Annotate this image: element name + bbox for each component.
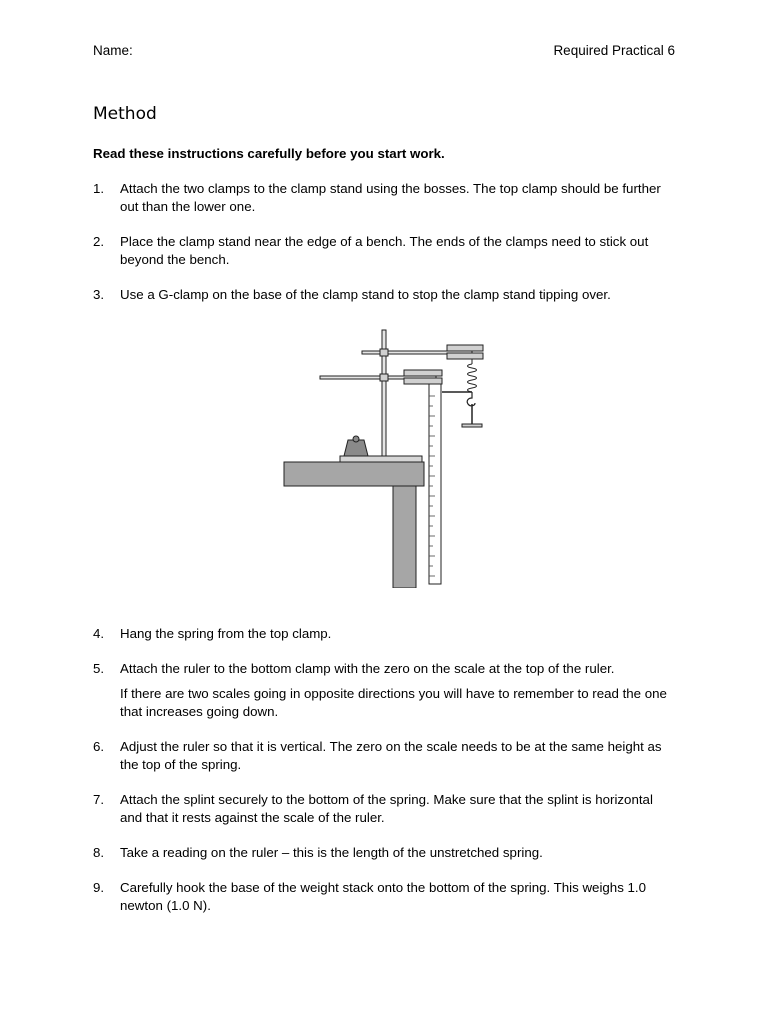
name-label: Name: (93, 43, 133, 58)
apparatus-diagram (282, 326, 486, 588)
step-text: Hang the spring from the top clamp. (120, 626, 332, 641)
apparatus-illustration (282, 326, 486, 588)
step-2 (93, 233, 673, 268)
step-5-note: If there are two scales going in opposite directions you will have to remember to read the one that increases going down. (120, 686, 667, 719)
step-number: 4. (93, 626, 105, 641)
intro-instruction: Read these instructions carefully before you start work. (93, 146, 445, 161)
step-text: Take a reading on the ruler – this is the length of the unstretched spring. (120, 845, 543, 860)
lower-clamp-jaw-upper (404, 370, 442, 376)
step-text: Carefully hook the base of the weight stack onto the bottom of the spring. This weighs 1.0 newton (1.0 N). (120, 880, 647, 913)
step-number: 3. (93, 287, 105, 302)
step-text: Attach the ruler to the bottom clamp with the zero on the scale at the top of the ruler. (120, 661, 615, 676)
step-text: Attach the splint securely to the bottom of the spring. Make sure that the splint is horizontal and that it rests against the scale of the ruler. (120, 792, 653, 825)
step-5 (93, 660, 673, 678)
step-1 (93, 180, 673, 215)
top-clamp-jaw-upper (447, 345, 483, 351)
top-clamp-jaw-lower (447, 353, 483, 359)
g-clamp-knob (353, 436, 359, 442)
step-number: 8. (93, 845, 105, 860)
top-boss (380, 349, 388, 356)
lower-clamp-jaw-lower (404, 378, 442, 384)
step-text: Adjust the ruler so that it is vertical. The zero on the scale needs to be at the same height as the top of the spring. (120, 739, 662, 772)
step-number: 6. (93, 739, 105, 754)
bench-top (284, 462, 424, 486)
ruler (429, 384, 441, 584)
practical-label: Required Practical 6 (553, 43, 675, 58)
step-6 (93, 738, 673, 773)
step-number: 5. (93, 661, 105, 676)
step-text: Place the clamp stand near the edge of a bench. The ends of the clamps need to stick out beyond the bench. (120, 234, 649, 267)
page-title: Method (93, 104, 157, 124)
step-text: Use a G-clamp on the base of the clamp stand to stop the clamp stand tipping over. (120, 287, 611, 302)
step-4 (93, 625, 673, 643)
step-9 (93, 879, 673, 914)
hook (467, 392, 475, 406)
step-number: 9. (93, 880, 105, 895)
step-7 (93, 791, 673, 826)
step-3 (93, 286, 673, 304)
hanger-base (462, 424, 482, 427)
step-number: 2. (93, 234, 105, 249)
bench-leg (393, 486, 416, 588)
spring (468, 364, 477, 392)
step-8 (93, 844, 673, 862)
step-text: Attach the two clamps to the clamp stand using the bosses. The top clamp should be further out than the lower one. (120, 181, 661, 214)
stand-base (340, 456, 422, 462)
step-number: 1. (93, 181, 105, 196)
step-number: 7. (93, 792, 105, 807)
lower-boss (380, 374, 388, 381)
